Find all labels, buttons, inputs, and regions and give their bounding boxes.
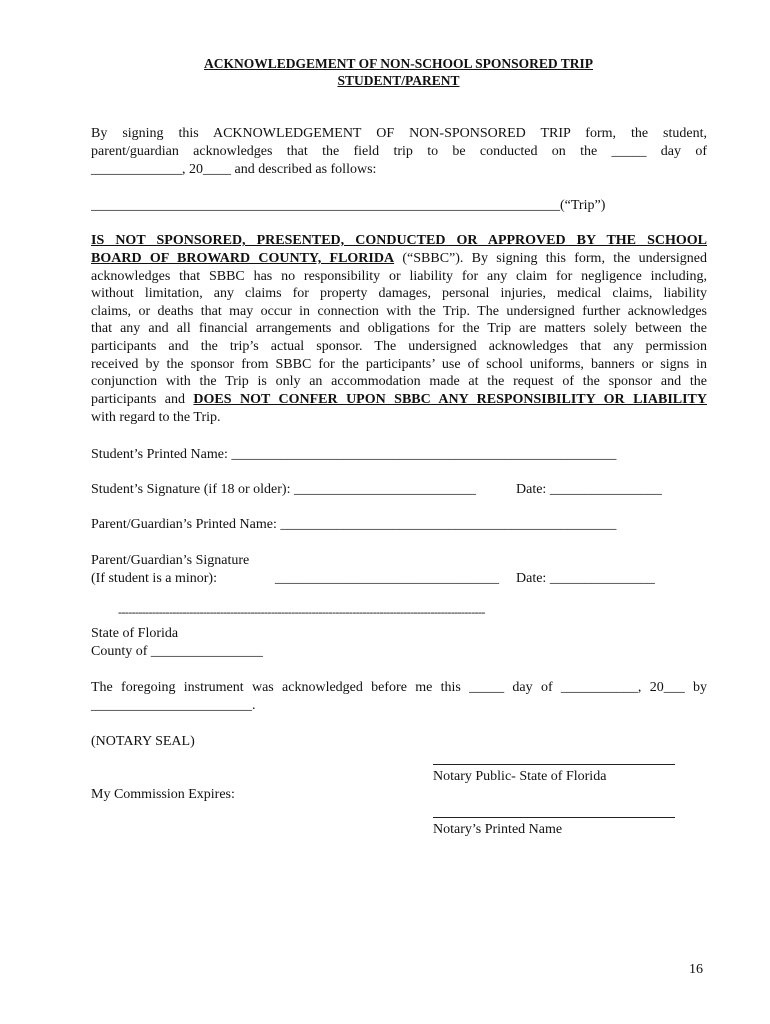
disclaimer-line-7: participants and the trip’s actual sponsor. The undersigned acknowledges that any permission [91,339,707,354]
disclaimer-line-2: BOARD OF BROWARD COUNTY, FLORIDA (“SBBC”). By signing this form, the undersigned [91,251,707,266]
notary-county-field[interactable]: County of ________________ [91,644,263,659]
section-separator: ------------------------------------------------------------------------------------------------------------ [118,605,485,619]
parent-signature-field[interactable]: ________________________________ [275,571,499,586]
disclaimer-line-8: received by the sponsor from SBBC for the participants’ use of school uniforms, banners or signs in [91,357,707,372]
notary-acknowledgement-line-2: _______________________. [91,698,256,713]
disclaimer-line-11: with regard to the Trip. [91,410,221,425]
disclaimer-line-6: that any and all financial arrangements and obligations for the Trip are matters solely between the [91,321,707,336]
no-liability-clause: DOES NOT CONFER UPON SBBC ANY RESPONSIBILITY OR LIABILITY [193,392,707,407]
parent-signature-label: Parent/Guardian’s Signature [91,553,250,568]
notary-state: State of Florida [91,626,179,641]
disclaimer-line-9: conjunction with the Trip is only an accommodation made at the request of the sponsor and the [91,374,707,389]
notary-public-signature-line[interactable] [433,764,675,765]
notary-seal-label: (NOTARY SEAL) [91,734,195,749]
intro-line-1: By signing this ACKNOWLEDGEMENT OF NON-SPONSORED TRIP form, the student, [91,126,707,141]
disclaimer-line-5: claims, or deaths that may occur in connection with the Trip. The undersigned further acknowledges [91,304,707,319]
page-number: 16 [689,962,703,977]
intro-line-3: _____________, 20____ and described as follows: [91,162,377,177]
notary-acknowledgement-line-1: The foregoing instrument was acknowledged before me this _____ day of ___________, 20___ by [91,680,707,695]
notary-printed-name-label: Notary’s Printed Name [433,822,563,837]
disclaimer-line-3: acknowledges that SBBC has no responsibility or liability for any claim for negligence including, [91,269,707,284]
disclaimer-line-10: participants and DOES NOT CONFER UPON SBBC ANY RESPONSIBILITY OR LIABILITY [91,392,707,407]
student-signature-field[interactable]: Student’s Signature (if 18 or older): __________________________ [91,482,476,497]
parent-date-field[interactable]: Date: _______________ [516,571,655,586]
sbbc-name: BOARD OF BROWARD COUNTY, FLORIDA [91,251,395,266]
trip-description-line: ___________________________________________________________________(“Trip”) [91,198,606,213]
disclaimer-line-1: IS NOT SPONSORED, PRESENTED, CONDUCTED OR APPROVED BY THE SCHOOL [91,233,707,248]
student-date-field[interactable]: Date: ________________ [516,482,662,497]
commission-expires-label: My Commission Expires: [91,787,235,802]
parent-signature-minor-label: (If student is a minor): [91,571,217,586]
notary-public-label: Notary Public- State of Florida [433,769,607,784]
intro-line-2: parent/guardian acknowledges that the field trip to be conducted on the _____ day of [91,144,707,159]
parent-printed-name-field[interactable]: Parent/Guardian’s Printed Name: ________________________________________________ [91,517,617,532]
notary-printed-name-line[interactable] [433,817,675,818]
title-line-1: ACKNOWLEDGEMENT OF NON-SCHOOL SPONSORED TRIP [203,56,594,71]
disclaimer-line-4: without limitation, any claims for property damages, personal injuries, medical claims, liability [91,286,707,301]
student-printed-name-field[interactable]: Student’s Printed Name: _______________________________________________________ [91,447,617,462]
title-line-2: STUDENT/PARENT [337,73,460,88]
